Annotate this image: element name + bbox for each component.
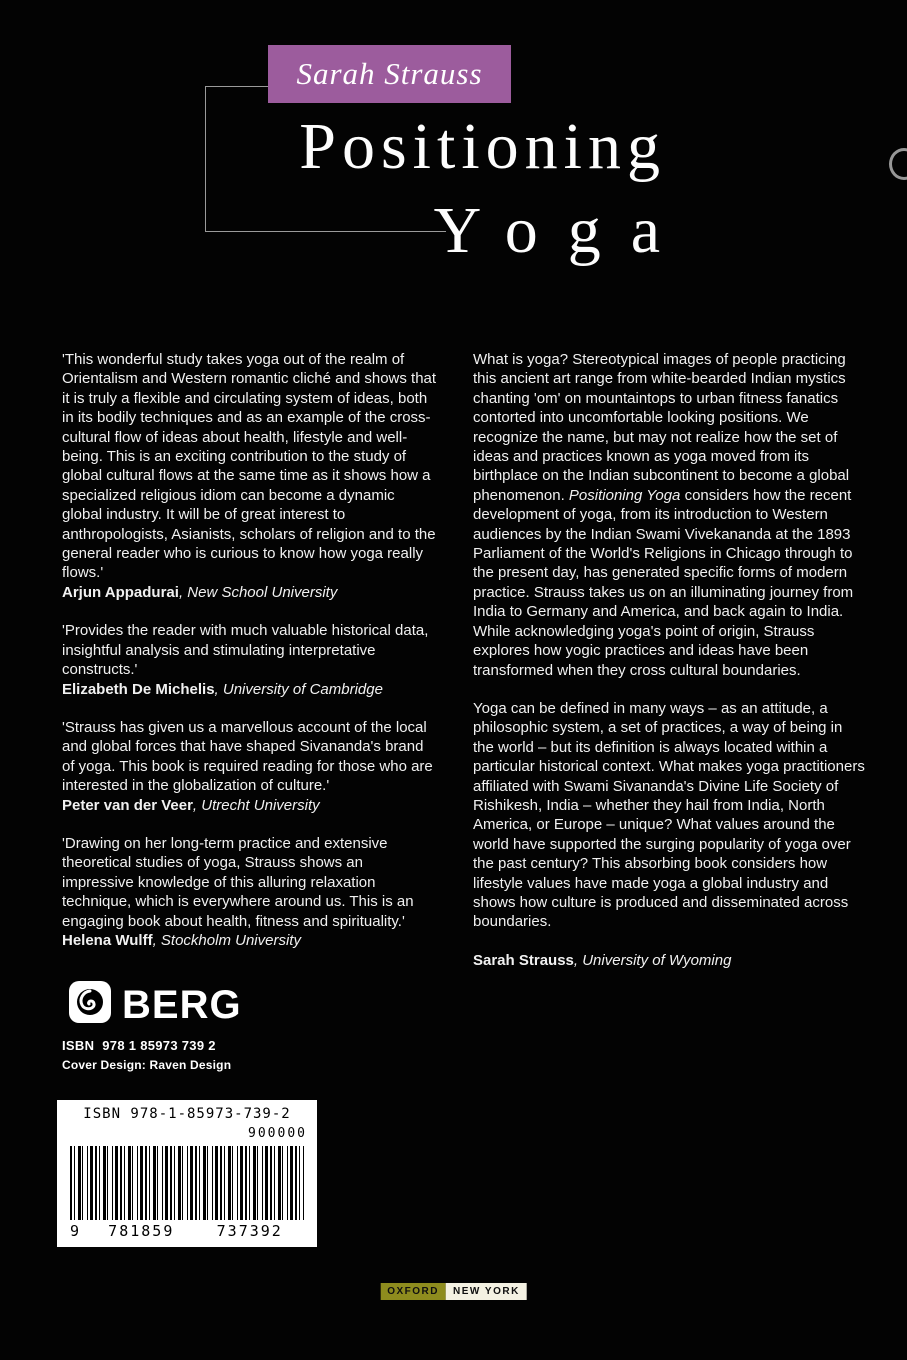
- review-attribution: [62, 583, 438, 602]
- description-column: [473, 350, 865, 970]
- reviewer-name: Helena Wulff: [62, 931, 153, 949]
- review-quote: [62, 621, 438, 699]
- imprint-badge: [380, 1283, 527, 1300]
- berg-logo-icon: [68, 980, 112, 1029]
- description-paragraph-1: [473, 350, 865, 680]
- title-line-2: Yoga: [433, 194, 690, 267]
- isbn-line: [62, 1038, 231, 1053]
- review-text: 'Drawing on her long-term practice and extensive theoretical studies of yoga, Strauss shows an impressive knowledge of this alluring relaxation technique, which is everywhere around us. This is an engaging book about health, fitness and spirituality.': [62, 834, 414, 930]
- author-affiliation: , University of Wyoming: [573, 951, 732, 969]
- review-attribution: [62, 680, 438, 699]
- reviewer-affiliation: , New School University: [178, 583, 338, 601]
- edge-artifact: [889, 148, 907, 180]
- author-banner: [268, 45, 511, 103]
- barcode-bars: [70, 1146, 304, 1220]
- description-paragraph-2: Yoga can be defined in many ways – as an attitude, a philosophic system, a set of practices, a way of being in the world – but its definition is always located within a particular historical context. What makes yoga practitioners affiliated with Swami Sivananda's Divine Life Society of Rishikesh, India – whether they hail from India, North America, or Europe – unique? What values around the world have supported the surging popularity of yoga over the past century? This absorbing book considers how lifestyle values have made yoga a global industry and shows how culture is produced and disseminated across boundaries.: [473, 699, 865, 931]
- author-banner-name: Sarah Strauss: [296, 56, 483, 91]
- author-credit: [473, 951, 865, 970]
- title-line-1: Positioning: [299, 110, 666, 183]
- review-attribution: [62, 796, 438, 815]
- review-quote: [62, 834, 438, 950]
- barcode: [57, 1100, 317, 1247]
- imprint-new-york: NEW YORK: [446, 1283, 527, 1300]
- cover-design-credit: Cover Design: Raven Design: [62, 1058, 232, 1072]
- isbn-block: [62, 1038, 231, 1072]
- isbn-value: 978 1 85973 739 2: [102, 1038, 216, 1053]
- book-title-inline: Positioning Yoga: [568, 486, 681, 504]
- reviewer-affiliation: , Stockholm University: [152, 931, 301, 949]
- book-title: [299, 104, 690, 272]
- barcode-digit-group-2: 737392: [216, 1222, 283, 1240]
- barcode-addon: 900000: [248, 1126, 307, 1141]
- review-text: 'Provides the reader with much valuable historical data, insightful analysis and stimulating interpretative constructs.': [62, 622, 429, 679]
- description-text: What is yoga? Stereotypical images of people practicing this ancient art range from white-bearded Indian mystics chanting 'om' on mountaintops to urban fitness fanatics contorted into uncomfortable looking positions. We recognize the name, but may not realize how the set of ideas and practices known as yoga moved from its birthplace on the Indian subcontinent to become a global phenomenon.: [473, 351, 850, 504]
- review-quote: [62, 718, 438, 815]
- isbn-label: ISBN: [62, 1038, 95, 1053]
- publisher-name: BERG: [122, 982, 242, 1027]
- barcode-digit-group-1: 781859: [108, 1222, 175, 1240]
- review-text: 'This wonderful study takes yoga out of the realm of Orientalism and Western romantic cliché and shows that it is truly a flexible and circulating system of ideas, both in its bodily techniques and as an example of the cross-cultural flow of ideas about health, lifestyle and well-being. This is an exciting contribution to the study of global cultural flows at the same time as it shows how a specialized religious idiom can become a dynamic global industry. It will be of great interest to anthropologists, Asianists, scholars of religion and to the general reader who is curious to know how yoga really flows.': [62, 351, 437, 582]
- reviews-column: [62, 350, 438, 969]
- barcode-digit-lead: 9: [70, 1222, 82, 1240]
- reviewer-name: Arjun Appadurai: [62, 583, 179, 601]
- reviewer-name: Peter van der Veer: [62, 796, 193, 814]
- publisher-block: [68, 980, 242, 1029]
- imprint-oxford: OXFORD: [380, 1283, 446, 1300]
- reviewer-affiliation: , University of Cambridge: [214, 680, 383, 698]
- author-name: Sarah Strauss: [473, 951, 574, 969]
- review-text: 'Strauss has given us a marvellous account of the local and global forces that have shaped Sivananda's brand of yoga. This book is required reading for those who are interested in the globalization of culture.': [62, 718, 433, 795]
- barcode-digits: [70, 1222, 304, 1240]
- reviewer-affiliation: , Utrecht University: [192, 796, 320, 814]
- reviewer-name: Elizabeth De Michelis: [62, 680, 215, 698]
- description-text: considers how the recent development of yoga, from its introduction to Western audiences by the Indian Swami Vivekananda at the 1893 Parliament of the World's Religions in Chicago through to the present day, has generated specific forms of modern practice. Strauss takes us on an illuminating journey from India to Germany and America, and back again to India. While acknowledging yoga's point of origin, Strauss explores how yogic practices and ideas have been transformed when they cross cultural boundaries.: [473, 486, 854, 679]
- review-quote: [62, 350, 438, 602]
- review-attribution: [62, 931, 438, 950]
- barcode-isbn-text: ISBN 978-1-85973-739-2: [83, 1106, 291, 1122]
